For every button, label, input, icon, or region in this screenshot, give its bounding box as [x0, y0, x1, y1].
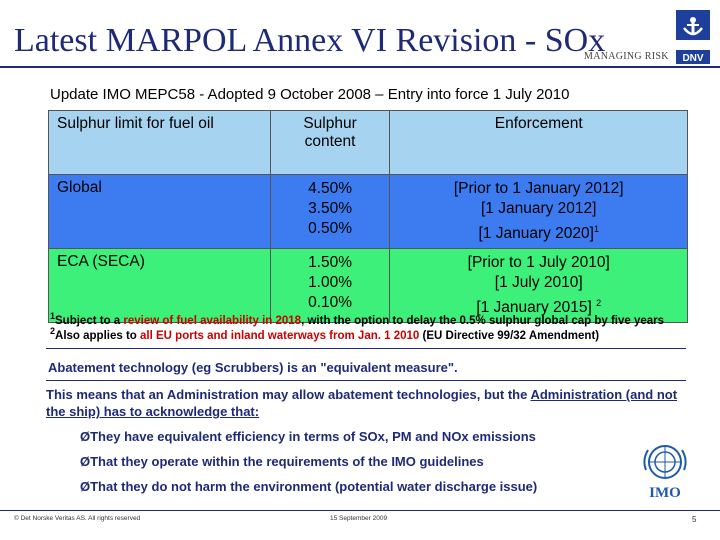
- row-label: Global: [49, 175, 271, 249]
- table-header-row: [49, 111, 688, 175]
- update-subtitle: Update IMO MEPC58 - Adopted 9 October 2008 – Entry into force 1 July 2010: [50, 86, 570, 103]
- title-divider: [0, 66, 720, 68]
- managing-risk-tagline: MANAGING RISK: [584, 51, 669, 62]
- header-sulphur-limit: Sulphur limit for fuel oil: [49, 111, 271, 175]
- imo-logo-text: IMO: [649, 485, 681, 501]
- bullet-item: ØThat they do not harm the environment (potential water discharge issue): [80, 479, 538, 494]
- footer-date: 15 September 2009: [330, 515, 388, 522]
- section-divider: [46, 380, 686, 381]
- footer-copyright: © Det Norske Veritas AS. All rights reserved: [14, 515, 141, 522]
- enforcement-cell: [Prior to 1 January 2012] [1 January 2012] [1 January 2020]$^1$: [390, 175, 688, 249]
- sulphur-content-cell: 4.50% 3.50% 0.50%: [270, 175, 390, 249]
- bullet-item: ØThey have equivalent efficiency in terms of SOx, PM and NOx emissions: [80, 429, 536, 444]
- abatement-heading: Abatement technology (eg Scrubbers) is an "equivalent measure".: [48, 360, 458, 375]
- footnote-1: $^1$Subject to a review of fuel availability in 2018, with the option to delay the 0.5% sulphur global cap by five years: [50, 311, 665, 327]
- sulphur-content-cell: 1.50% 1.00% 0.10%: [270, 249, 390, 323]
- bullet-item: ØThat they operate within the requirements of the IMO guidelines: [80, 454, 484, 469]
- footer-page-number: 5: [692, 515, 697, 524]
- dnv-logo-text: DNV: [682, 53, 704, 64]
- row-label: ECA (SECA): [49, 249, 271, 323]
- footnote-2: $^2$Also applies to all EU ports and inland waterways from Jan. 1 2010 (EU Directive 99/32 Amendment): [50, 326, 600, 342]
- imo-logo-icon: [636, 440, 694, 502]
- footer-divider: [0, 510, 720, 511]
- administration-paragraph: This means that an Administration may allow abatement technologies, but the Administration (and not the ship) has to acknowledge that:: [46, 387, 678, 419]
- table-row-global: [49, 175, 688, 249]
- section-divider: [46, 348, 686, 349]
- dnv-logo-icon: [676, 10, 710, 66]
- sulphur-limits-table: [48, 110, 688, 323]
- header-enforcement: Enforcement: [390, 111, 688, 175]
- header-sulphur-content: Sulphur content: [270, 111, 390, 175]
- slide-title: Latest MARPOL Annex VI Revision - SOx: [14, 22, 606, 59]
- enforcement-cell: [Prior to 1 July 2010] [1 July 2010] [1 January 2015] $^2$: [390, 249, 688, 323]
